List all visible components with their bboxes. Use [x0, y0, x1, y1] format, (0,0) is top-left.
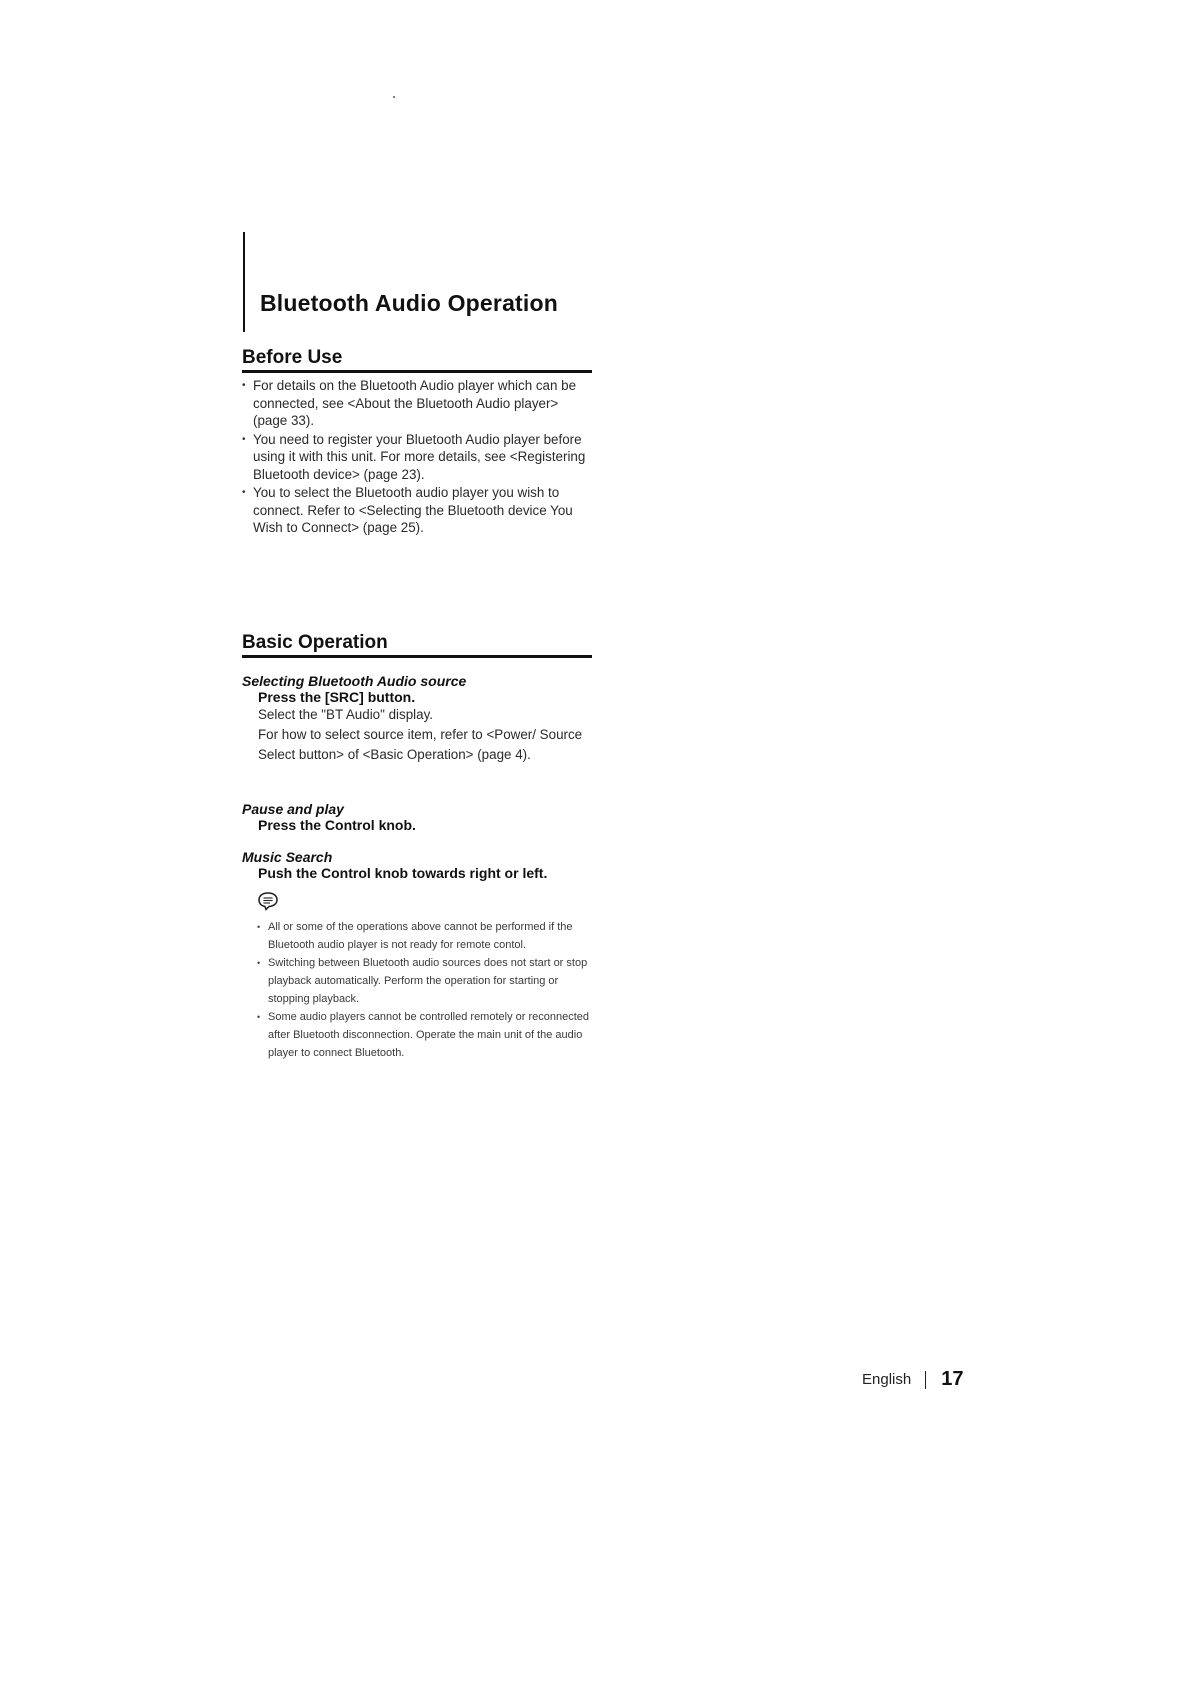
- list-item: • You to select the Bluetooth audio player you wish to connect. Refer to <Selecting the Bluetooth device You Wish to Connect> (page 25).: [242, 484, 592, 537]
- chapter-bar: [243, 232, 245, 332]
- note-item: • Switching between Bluetooth audio sources does not start or stop playback automatically. Perform the operation for starting or stopping playback.: [257, 954, 597, 1008]
- note-item: • All or some of the operations above cannot be performed if the Bluetooth audio player is not ready for remote contol.: [257, 918, 597, 954]
- note-item: • Some audio players cannot be controlled remotely or reconnected after Bluetooth disconnection. Operate the main unit of the audio player to connect Bluetooth.: [257, 1008, 597, 1062]
- scan-speck: [393, 96, 395, 98]
- page-footer: [862, 1368, 963, 1391]
- footer-language: English: [862, 1371, 912, 1388]
- selecting-source-step: Press the [SRC] button.: [258, 689, 416, 705]
- notes-list: [257, 918, 597, 1062]
- basic-operation-heading: Basic Operation: [242, 632, 592, 658]
- note-icon: [257, 891, 279, 911]
- footer-divider: [925, 1371, 926, 1389]
- basic-operation-section: [242, 632, 592, 658]
- pause-play-title: Pause and play: [242, 801, 344, 817]
- pause-play-block: [242, 801, 602, 833]
- pause-play-step: Press the Control knob.: [258, 817, 416, 833]
- list-item: • You need to register your Bluetooth Audio player before using it with this unit. For more details, see <Registering Bluetooth device> (page 23).: [242, 431, 592, 484]
- page-number: 17: [941, 1368, 964, 1390]
- selecting-source-note: For how to select source item, refer to <Power/ Source Select button> of <Basic Operation> (page 4).: [258, 727, 583, 762]
- chapter-title: Bluetooth Audio Operation: [260, 290, 559, 316]
- list-item: • For details on the Bluetooth Audio player which can be connected, see <About the Bluetooth Audio player> (page 33).: [242, 377, 592, 430]
- music-search-step: Push the Control knob towards right or left.: [258, 865, 548, 881]
- selecting-source-block: [242, 673, 602, 765]
- music-search-title: Music Search: [242, 849, 333, 865]
- before-use-heading: Before Use: [242, 347, 592, 373]
- before-use-list: [242, 377, 592, 537]
- before-use-section: [242, 347, 592, 538]
- selecting-source-text: Select the "BT Audio" display.: [258, 707, 434, 722]
- music-search-block: [242, 849, 602, 881]
- selecting-source-title: Selecting Bluetooth Audio source: [242, 673, 467, 689]
